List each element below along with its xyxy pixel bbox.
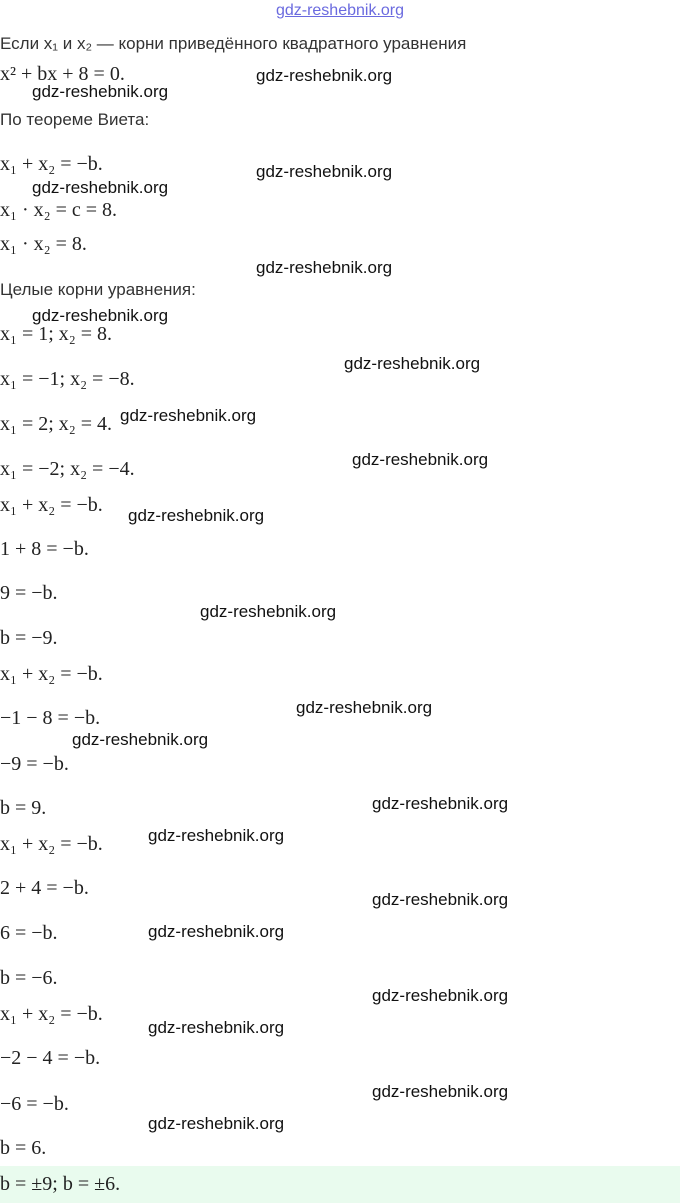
watermark: gdz-reshebnik.org [296,698,433,717]
watermark: gdz-reshebnik.org [372,986,509,1005]
watermark: gdz-reshebnik.org [32,82,169,101]
watermark: gdz-reshebnik.org [148,1114,285,1133]
roots-pair-4: x₁ = −2; x₂ = −4. [0,458,135,480]
case-4-result: b = 6. [0,1137,47,1159]
case-3-line-3: 6 = −b. [0,922,58,944]
case-4-line-1: x₁ + x₂ = −b. [0,1003,103,1025]
watermark: gdz-reshebnik.org [32,306,169,325]
answer-text: b = ±9; b = ±6. [0,1173,121,1195]
watermark: gdz-reshebnik.org [200,602,337,621]
vieta-product: x₁ · x₂ = 8. [0,233,87,255]
vieta-heading: По теореме Виета: [0,110,150,129]
case-1-line-1: x₁ + x₂ = −b. [0,494,103,516]
roots-heading: Целые корни уравнения: [0,280,196,299]
watermark: gdz-reshebnik.org [344,354,481,373]
watermark: gdz-reshebnik.org [120,406,257,425]
watermark: gdz-reshebnik.org [256,258,393,277]
case-4-line-2: −2 − 4 = −b. [0,1047,101,1069]
case-1-result: b = −9. [0,627,58,649]
watermark: gdz-reshebnik.org [372,890,509,909]
case-2-result: b = 9. [0,797,47,819]
case-1-line-3: 9 = −b. [0,582,58,604]
watermark: gdz-reshebnik.org [148,1018,285,1037]
header-watermark: gdz-reshebnik.org [275,2,405,19]
watermark: gdz-reshebnik.org [352,450,489,469]
case-3-result: b = −6. [0,967,58,989]
vieta-sum: x₁ + x₂ = −b. [0,153,103,175]
roots-pair-2: x₁ = −1; x₂ = −8. [0,368,135,390]
watermark: gdz-reshebnik.org [372,794,509,813]
watermark: gdz-reshebnik.org [256,66,393,85]
case-2-line-3: −9 = −b. [0,753,69,775]
case-1-line-2: 1 + 8 = −b. [0,538,89,560]
intro-text: Если x₁ и x₂ — корни приведённого квадратного уравнения [0,34,467,53]
case-4-line-3: −6 = −b. [0,1093,69,1115]
case-2-line-1: x₁ + x₂ = −b. [0,663,103,685]
roots-pair-1: x₁ = 1; x₂ = 8. [0,323,113,345]
intro-equation: x² + bx + 8 = 0. [0,63,125,85]
case-3-line-2: 2 + 4 = −b. [0,877,89,899]
watermark: gdz-reshebnik.org [148,826,285,845]
case-2-line-2: −1 − 8 = −b. [0,707,101,729]
roots-pair-3: x₁ = 2; x₂ = 4. [0,413,113,435]
watermark: gdz-reshebnik.org [72,730,209,749]
watermark: gdz-reshebnik.org [372,1082,509,1101]
vieta-product-c: x₁ · x₂ = c = 8. [0,199,118,221]
case-3-line-1: x₁ + x₂ = −b. [0,833,103,855]
watermark: gdz-reshebnik.org [32,178,169,197]
answer-block [0,1166,680,1203]
watermark: gdz-reshebnik.org [128,506,265,525]
watermark: gdz-reshebnik.org [148,922,285,941]
watermark: gdz-reshebnik.org [256,162,393,181]
